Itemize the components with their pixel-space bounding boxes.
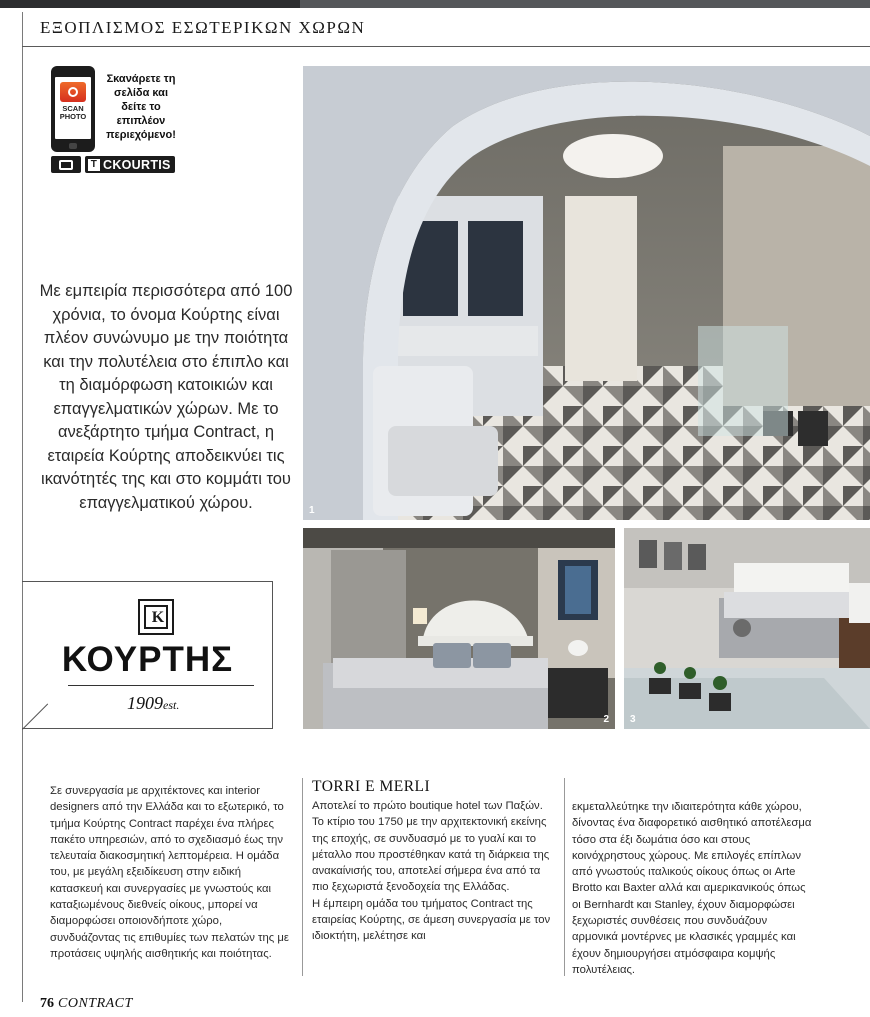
photo-lobby <box>303 66 870 520</box>
column-3-text: εκμεταλλεύτηκε την ιδιαιτερότητα κάθε χώρου, δίνοντας ένα διαφορετικό αισθητικό αποτέλεσμα τόσο στα έξι δωμάτια όσο και στους κοινόχρηστους χώρους. Με επιλογές επίπλων από γνωστούς ιταλικούς οίκους όπως οι Arte Brotto και Baxter αλλά και αμερικανικούς όπως οι Bernhardt και Stanley, έχουν διαμορφώσει ξεχωριστές συνθέσεις που συνδυάζουν αρμονικά μοντέρνες με κλασικές γραμμές και έχουν δημιουργήσει ατμόσφαιρα κομψής πολυτέλειας. <box>572 801 812 976</box>
photo-number: 1 <box>309 505 315 516</box>
page-footer <box>40 996 133 1012</box>
brand-mark-icon: T <box>88 159 100 171</box>
logo-box <box>22 581 273 729</box>
top-bar-tab <box>0 0 300 8</box>
intro-text: Με εμπειρία περισσότερα από 100 χρόνια, το όνομα Κούρτης είναι πλέον συνώνυμο με την ποιότητα και την πολυτέλεια στο έπιπλο και τη διαμόρφωση κατοικιών και επαγγελματικών χώρων. Με το ανεξάρτητο τμήμα Contract, η εταιρεία Κούρτης αποδεικνύει τις ικανότητές της και στο κομμάτι του επαγγελματικού χώρου. <box>39 282 293 512</box>
photo-bedroom-2 <box>624 528 870 729</box>
column-divider <box>302 778 303 976</box>
phone-label-line1: SCAN <box>62 104 84 113</box>
column-2 <box>312 778 556 945</box>
logo-mark-icon <box>138 599 174 635</box>
phone-label <box>60 105 87 121</box>
photo-number: 2 <box>603 714 609 725</box>
left-rule <box>22 12 23 1002</box>
logo-year-suffix: est. <box>163 698 180 712</box>
column-3 <box>572 799 816 978</box>
logo-divider <box>68 685 254 686</box>
brand-tag-label: CKOURTIS <box>103 157 171 172</box>
phone-screen <box>55 77 91 139</box>
phone-label-line2: PHOTO <box>59 112 87 121</box>
logo-year-number: 1909 <box>127 693 163 713</box>
magazine-name: CONTRACT <box>58 996 133 1011</box>
scan-camera-icon <box>51 156 81 173</box>
section-title: ΕΞΟΠΛΙΣΜΟΣ ΕΣΩΤΕΡΙΚΩΝ ΧΩΡΩΝ <box>40 18 366 37</box>
photo-bedroom-1 <box>303 528 615 729</box>
logo-mark-letter: K <box>151 609 165 626</box>
header-rule <box>22 46 870 47</box>
column-1-text: Σε συνεργασία με αρχιτέκτονες και interior designers από την Ελλάδα και το εξωτερικό, το τμήμα Κούρτης Contract παρέχει ένα πλήρες πακέτο υπηρεσιών, από το σχεδιασμό έως την τελευταία διακοσμητική λεπτομέρεια. Η ομάδα του, με μεγάλη εξειδίκευση στην ειδική κατασκευή και συνεργασίες με γνωστούς και καταξιωμένους διεθνείς οίκους, μπορεί να διαμορφώσει οποιονδήποτε χώρο, συνδυάζοντας τις επιθυμίες των πελατών της με προτάσεις υψηλής αισθητικής και ποιότητας. <box>50 785 289 960</box>
logo-name: ΚΟΥΡΤΗΣ <box>61 640 234 679</box>
hotel-title: TORRI E MERLI <box>312 778 431 795</box>
column-2-paragraph-2: Η έμπειρη ομάδα του τμήματος Contract της εταιρείας Κούρτης, σε άμεση συνεργασία με τον ιδιοκτήτη, μελέτησε και <box>312 897 551 943</box>
phone-home-button <box>69 143 77 149</box>
page-number: 76 <box>40 996 54 1011</box>
brand-tag <box>85 156 175 173</box>
scan-phone-icon <box>51 66 95 152</box>
column-2-paragraph-1: Αποτελεί το πρώτο boutique hotel των Παξών. Το κτίριο του 1750 με την αρχιτεκτονική εκείνης της εποχής, σε συνδυασμό με το γυαλί και το μέταλλο που προστέθηκαν κατά τη διάρκεια της ανακαίνισής του, αποτελεί σήμερα ένα από τα πιο ξεχωριστά ξενοδοχεία της Ελλάδας. <box>312 800 550 894</box>
logo-year <box>127 693 179 714</box>
camera-icon <box>60 82 86 102</box>
column-divider <box>564 778 565 976</box>
scan-instruction: Σκανάρετε τη σελίδα και δείτε το επιπλέον περιεχόμενο! <box>106 73 176 141</box>
top-bar <box>0 0 870 8</box>
photo-number: 3 <box>630 714 636 725</box>
column-1 <box>50 783 292 962</box>
